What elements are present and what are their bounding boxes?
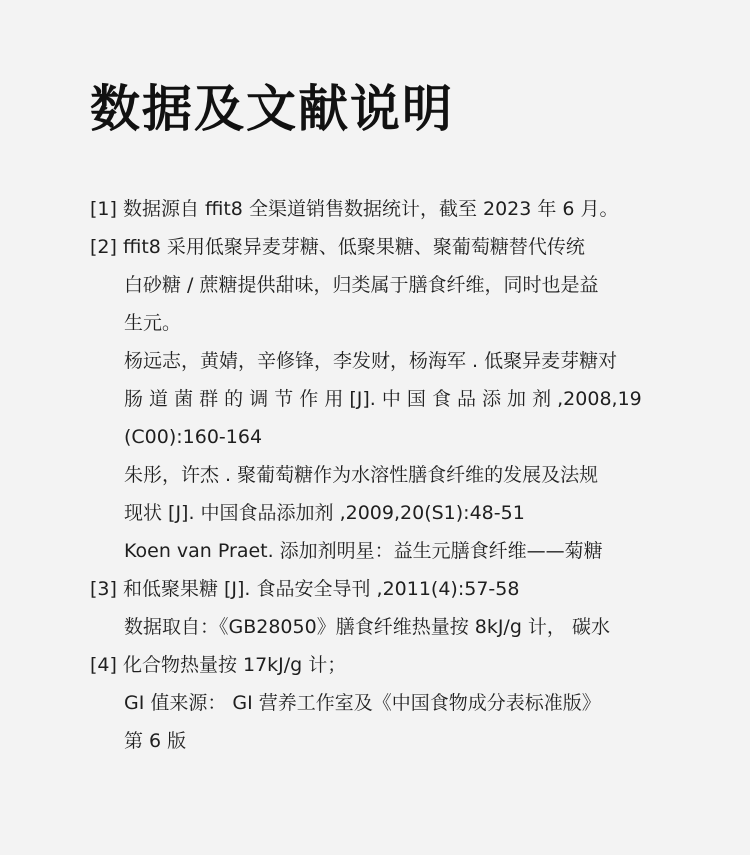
ref-line-15: 第 6 版 — [124, 730, 187, 752]
ref-line-2: [2] ffit8 采用低聚异麦芽糖、低聚果糖、聚葡萄糖替代传统 — [90, 236, 585, 258]
ref-line-7: (C00):160-164 — [124, 426, 263, 448]
ref-line-6: 肠 道 菌 群 的 调 节 作 用 [J]. 中 国 食 品 添 加 剂 ,2008,19 — [124, 388, 642, 410]
ref-line-1: [1] 数据源自 ffit8 全渠道销售数据统计，截至 2023 年 6 月。 — [90, 198, 619, 220]
ref-line-4: 生元。 — [124, 312, 182, 334]
ref-line-3: 白砂糖 / 蔗糖提供甜味，归类属于膳食纤维，同时也是益 — [124, 274, 599, 296]
ref-line-9: 现状 [J]. 中国食品添加剂 ,2009,20(S1):48-51 — [124, 502, 525, 524]
ref-line-10: Koen van Praet. 添加剂明星：益生元膳食纤维——菊糖 — [124, 540, 603, 562]
ref-line-8: 朱彤，许杰 . 聚葡萄糖作为水溶性膳食纤维的发展及法规 — [124, 464, 599, 486]
ref-line-14: GI 值来源： GI 营养工作室及《中国食物成分表标准版》 — [124, 692, 601, 714]
ref-line-13: [4] 化合物热量按 17kJ/g 计； — [90, 654, 347, 676]
ref-line-11: [3] 和低聚果糖 [J]. 食品安全导刊 ,2011(4):57-58 — [90, 578, 520, 600]
ref-line-12: 数据取自：《GB28050》膳食纤维热量按 8kJ/g 计， 碳水 — [124, 616, 610, 638]
ref-line-5: 杨远志，黄婧，辛修锋，李发财，杨海军 . 低聚异麦芽糖对 — [124, 350, 618, 372]
page-title: 数据及文献说明 — [90, 80, 454, 138]
